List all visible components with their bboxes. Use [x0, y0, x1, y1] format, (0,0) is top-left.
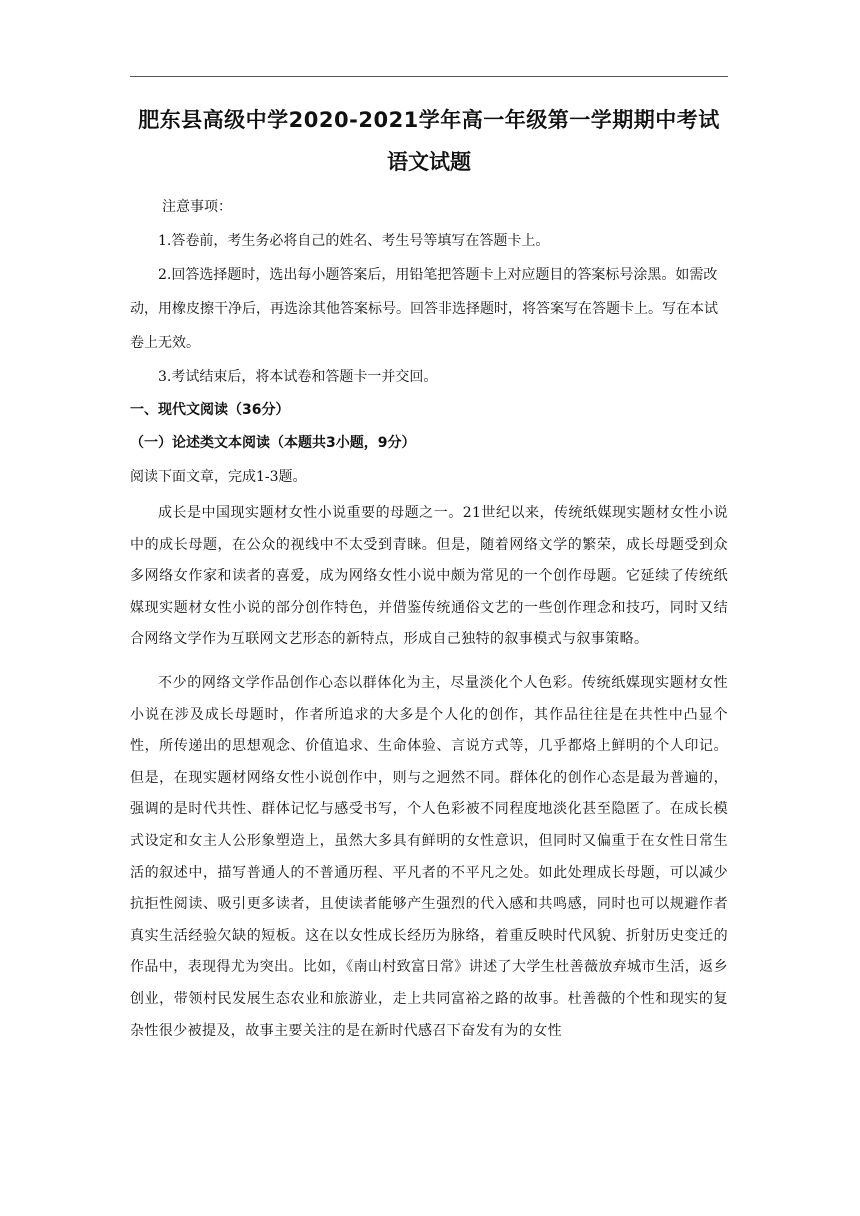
- header-rule: [130, 76, 728, 77]
- exam-subtitle: 语文试题: [387, 150, 471, 174]
- exam-page: [130, 100, 728, 1047]
- exam-title: 肥东县高级中学2020-2021学年高一年级第一学期期中考试: [138, 108, 720, 132]
- notes-heading: 注意事项：: [162, 199, 232, 215]
- body-paragraph: 不少的网络文学作品创作心态以群体化为主，尽量淡化个人色彩。传统纸媒现实题材女性小说在涉及成长母题时，作者所追求的大多是个人化的创作，其作品往往是在共性中凸显个性，所传递出的思想观念、价值追求、生命体验、言说方式等，几乎都烙上鲜明的个人印记。但是，在现实题材网络女性小说创作中，则与之迥然不同。群体化的创作心态是最为普遍的，强调的是时代共性、群体记忆与感受书写，个人色彩被不同程度地淡化甚至隐匿了。在成长模式设定和女主人公形象塑造上，虽然大多具有鲜明的女性意识，但同时又偏重于在女性日常生活的叙述中，描写普通人的不普通历程、平凡者的不平凡之处。如此处理成长母题，可以减少抗拒性阅读、吸引更多读者，且使读者能够产生强烈的代入感和共鸣感，同时也可以规避作者真实生活经验欠缺的短板。这在以女性成长经历为脉络，着重反映时代风貌、折射历史变迁的作品中，表现得尤为突出。比如，《南山村致富日常》讲述了大学生杜善薇放弃城市生活，返乡创业，带领村民发展生态农业和旅游业，走上共同富裕之路的故事。杜善薇的个性和现实的复杂性很少被提及，故事主要关注的是在新时代感召下奋发有为的女性: [130, 674, 728, 1039]
- reading-instruction: 阅读下面文章，完成1-3题。: [130, 469, 307, 485]
- section-heading: 一、现代文阅读（36分）: [130, 402, 290, 418]
- note-item: 1.答卷前，考生务必将自己的姓名、考生号等填写在答题卡上。: [158, 233, 550, 249]
- subsection-heading: （一）论述类文本阅读（本题共3小题，9分）: [130, 435, 416, 451]
- body-paragraph: 成长是中国现实题材女性小说重要的母题之一。21世纪以来，传统纸媒现实题材女性小说中的成长母题，在公众的视线中不太受到青睐。但是，随着网络文学的繁荣，成长母题受到众多网络女作家和读者的喜爱，成为网络女性小说中颇为常见的一个创作母题。它延续了传统纸媒现实题材女性小说的部分创作特色，并借鉴传统通俗文艺的一些创作理念和技巧，同时又结合网络文学作为互联网文艺形态的新特点，形成自己独特的叙事模式与叙事策略。: [130, 505, 728, 648]
- note-item: 3.考试结束后，将本试卷和答题卡一并交回。: [158, 369, 438, 385]
- note-item: 2.回答选择题时，选出每小题答案后，用铅笔把答题卡上对应题目的答案标号涂黑。如需改动，用橡皮擦干净后，再选涂其他答案标号。回答非选择题时，将答案写在答题卡上。写在本试卷上无效。: [130, 267, 718, 351]
